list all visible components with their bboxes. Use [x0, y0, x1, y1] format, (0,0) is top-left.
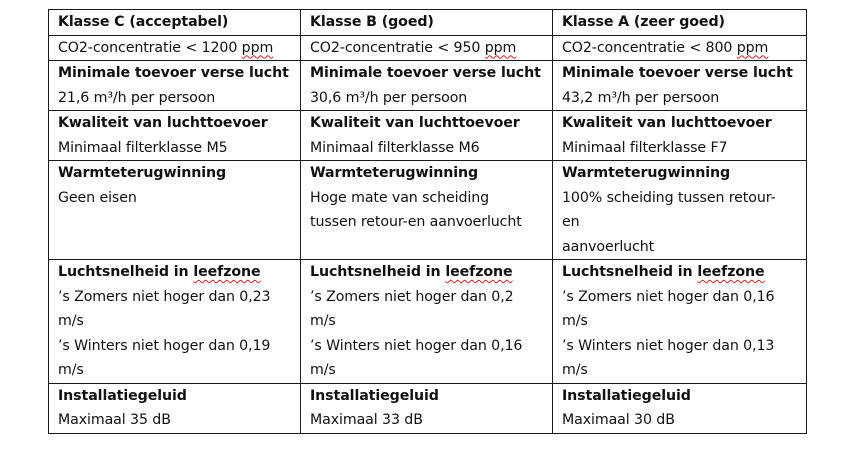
- noise-cell-a: [553, 383, 807, 433]
- air-quality-cell-c: [49, 111, 301, 161]
- header-klasse-a: Klasse A (zeer goed): [562, 14, 725, 30]
- air-quality-title: Kwaliteit van luchttoevoer: [562, 115, 772, 131]
- air-speed-summer-a-unit: m/s: [562, 313, 588, 329]
- heat-recovery-value-a-line2: en: [562, 214, 580, 230]
- spellcheck-ppm: ppm: [241, 39, 274, 56]
- air-speed-winter-a: ’s Winters niet hoger dan 0,13: [562, 337, 775, 354]
- header-klasse-b: Klasse B (goed): [310, 14, 434, 30]
- heat-recovery-value-a-line1: 100% scheiding tussen retour-: [562, 189, 776, 206]
- header-cell-klasse-a: [553, 10, 807, 36]
- fresh-air-title: Minimale toevoer verse lucht: [58, 65, 289, 81]
- heat-recovery-cell-c: [49, 161, 301, 260]
- co2-cell-a: [553, 35, 807, 61]
- fresh-air-value-a: 43,2 m³/h per persoon: [562, 89, 720, 106]
- fresh-air-title: Minimale toevoer verse lucht: [310, 65, 541, 81]
- air-speed-winter-c: ’s Winters niet hoger dan 0,19: [58, 337, 271, 354]
- air-speed-row: [49, 260, 807, 384]
- spellcheck-leefzone: leefzone: [445, 264, 513, 280]
- air-quality-title: Kwaliteit van luchttoevoer: [58, 115, 268, 131]
- co2-value-b: CO2-concentratie < 950 ppm: [310, 39, 517, 56]
- co2-row: [49, 35, 807, 61]
- heat-recovery-value-b-line1: Hoge mate van scheiding: [310, 189, 489, 206]
- fresh-air-title: Minimale toevoer verse lucht: [562, 65, 793, 81]
- air-quality-title: Kwaliteit van luchttoevoer: [310, 115, 520, 131]
- air-speed-cell-b: [301, 260, 553, 384]
- noise-value-c: Maximaal 35 dB: [58, 412, 171, 428]
- air-quality-value-c: Minimaal filterklasse M5: [58, 139, 228, 156]
- header-cell-klasse-c: [49, 10, 301, 36]
- air-speed-winter-b: ’s Winters niet hoger dan 0,16: [310, 337, 523, 354]
- noise-row: [49, 383, 807, 433]
- heat-recovery-value-a-line3: aanvoerlucht: [562, 238, 655, 255]
- noise-title: Installatiegeluid: [310, 387, 439, 404]
- fresh-air-row: [49, 61, 807, 111]
- heat-recovery-row: [49, 161, 807, 260]
- fresh-air-value-c: 21,6 m³/h per persoon: [58, 89, 216, 106]
- heat-recovery-value-c: Geen eisen: [58, 189, 137, 206]
- header-cell-klasse-b: [301, 10, 553, 36]
- fresh-air-cell-c: [49, 61, 301, 111]
- spellcheck-leefzone: leefzone: [697, 264, 765, 280]
- air-speed-title: Luchtsnelheid in leefzone: [58, 264, 261, 280]
- noise-cell-c: [49, 383, 301, 433]
- air-speed-title: Luchtsnelheid in leefzone: [310, 264, 513, 280]
- heat-recovery-value-b-line2: tussen retour-en aanvoerlucht: [310, 214, 522, 230]
- air-quality-cell-a: [553, 111, 807, 161]
- co2-cell-b: [301, 35, 553, 61]
- air-speed-winter-a-unit: m/s: [562, 362, 588, 378]
- air-speed-summer-c: ’s Zomers niet hoger dan 0,23: [58, 288, 271, 305]
- air-quality-value-b: Minimaal filterklasse M6: [310, 139, 480, 156]
- air-speed-cell-a: [553, 260, 807, 384]
- header-row: [49, 10, 807, 36]
- air-speed-summer-b-unit: m/s: [310, 313, 336, 329]
- co2-value-c: CO2-concentratie < 1200 ppm: [58, 39, 274, 56]
- heat-recovery-cell-a: [553, 161, 807, 260]
- noise-value-a: Maximaal 30 dB: [562, 412, 675, 428]
- noise-title: Installatiegeluid: [562, 387, 691, 404]
- fresh-air-cell-a: [553, 61, 807, 111]
- spellcheck-leefzone: leefzone: [193, 264, 261, 280]
- co2-cell-c: [49, 35, 301, 61]
- air-speed-winter-b-unit: m/s: [310, 362, 336, 378]
- ventilation-class-table: [48, 9, 807, 434]
- spellcheck-ppm: ppm: [736, 39, 769, 56]
- noise-cell-b: [301, 383, 553, 433]
- fresh-air-value-b: 30,6 m³/h per persoon: [310, 89, 468, 106]
- air-speed-title: Luchtsnelheid in leefzone: [562, 264, 765, 280]
- heat-recovery-title: Warmteterugwinning: [310, 165, 479, 181]
- heat-recovery-cell-b: [301, 161, 553, 260]
- air-quality-cell-b: [301, 111, 553, 161]
- air-speed-summer-c-unit: m/s: [58, 313, 84, 329]
- co2-value-a: CO2-concentratie < 800 ppm: [562, 39, 769, 56]
- air-speed-summer-a: ’s Zomers niet hoger dan 0,16: [562, 288, 775, 305]
- air-quality-value-a: Minimaal filterklasse F7: [562, 139, 728, 156]
- noise-value-b: Maximaal 33 dB: [310, 412, 423, 428]
- heat-recovery-title: Warmteterugwinning: [562, 165, 731, 181]
- noise-title: Installatiegeluid: [58, 387, 187, 404]
- air-speed-winter-c-unit: m/s: [58, 362, 84, 378]
- header-klasse-c: Klasse C (acceptabel): [58, 14, 229, 30]
- heat-recovery-title: Warmteterugwinning: [58, 165, 227, 181]
- air-speed-cell-c: [49, 260, 301, 384]
- air-speed-summer-b: ’s Zomers niet hoger dan 0,2: [310, 288, 514, 305]
- fresh-air-cell-b: [301, 61, 553, 111]
- air-quality-row: [49, 111, 807, 161]
- spellcheck-ppm: ppm: [484, 39, 517, 56]
